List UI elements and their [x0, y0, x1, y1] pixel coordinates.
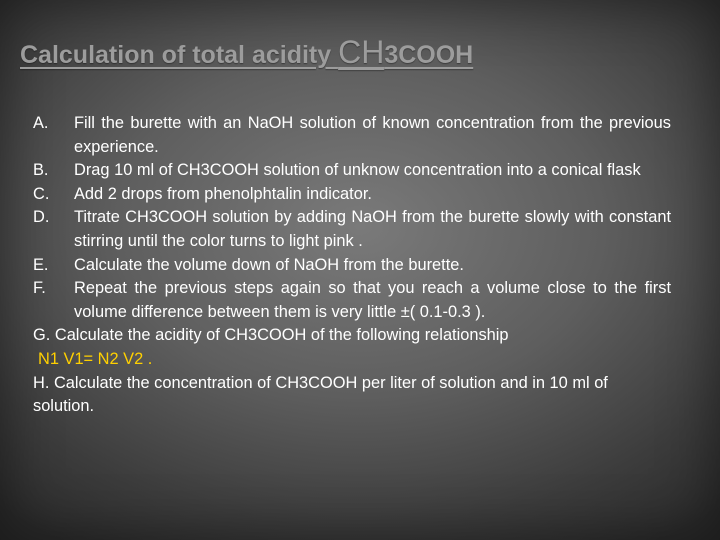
- step-letter: A.: [33, 114, 49, 132]
- step-h: H. Calculate the concentration of CH3COOH per liter of solution and in 10 ml of solution.: [33, 373, 608, 416]
- step-c: [33, 183, 671, 207]
- step-letter: B.: [33, 161, 49, 180]
- step-b: [33, 159, 671, 183]
- titration-formula: N1 V1= N2 V2 .: [38, 349, 153, 368]
- step-a: [33, 112, 671, 159]
- title-formula-ch: CH: [338, 34, 385, 70]
- step-text: Repeat the previous steps again so that you reach a volume close to the first volume difference between them is very little ±( 0.1-0.3 ).: [74, 279, 671, 321]
- step-text: Drag 10 ml of CH3COOH solution of unknow concentration into a conical flask: [74, 161, 641, 180]
- slide-title: [20, 34, 680, 71]
- step-text: Fill the burette with an NaOH solution of known concentration from the previous experience.: [74, 114, 671, 156]
- step-letter: F.: [33, 279, 46, 298]
- step-f: [33, 277, 671, 324]
- step-letter: E.: [33, 255, 49, 274]
- procedure-list: [33, 112, 671, 419]
- title-main-text: Calculation of total acidity: [20, 41, 339, 69]
- step-letter: D.: [33, 208, 50, 227]
- step-g: G. Calculate the acidity of CH3COOH of the following relationship: [33, 326, 509, 345]
- step-text: Titrate CH3COOH solution by adding NaOH from the burette slowly with constant stirring until the color turns to light pink .: [74, 208, 671, 250]
- step-text: Add 2 drops from phenolphtalin indicator.: [74, 184, 372, 203]
- step-letter: C.: [33, 184, 50, 203]
- step-text: Calculate the volume down of NaOH from the burette.: [74, 255, 464, 274]
- title-formula-rest: 3COOH: [384, 41, 474, 69]
- step-d: [33, 206, 671, 253]
- step-e: [33, 254, 671, 278]
